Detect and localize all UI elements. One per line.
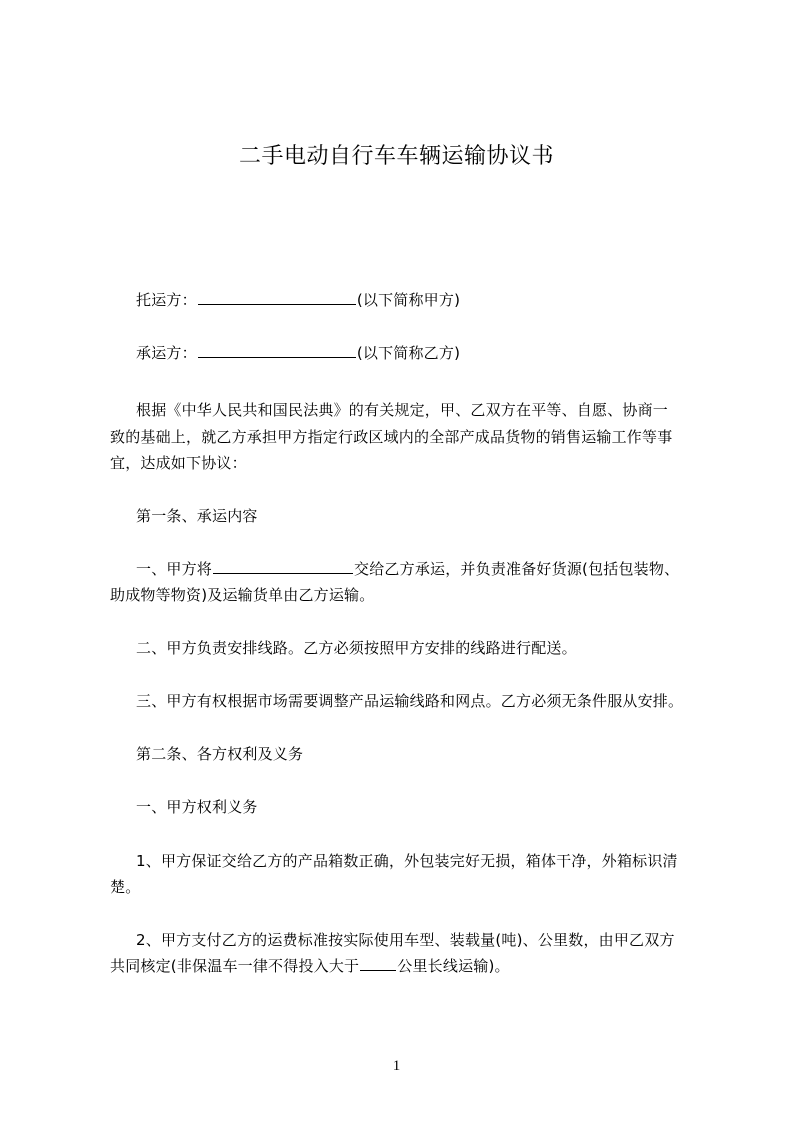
preamble-line-3: 宜，达成如下协议： — [110, 454, 247, 472]
shipper-label: 托运方： — [136, 291, 197, 309]
preamble-line-1: 根据《中华人民共和国民法典》的有关规定，甲、乙双方在平等、自愿、协商一 — [136, 401, 669, 419]
article2-clause2-line2 — [110, 956, 710, 976]
article1-item3: 三、甲方有权根据市场需要调整产品运输线路和网点。乙方必须无条件服从安排。 — [136, 692, 684, 710]
distance-field[interactable] — [360, 956, 396, 971]
carrier-name-field[interactable] — [198, 343, 356, 358]
article1-item1-suffix: 交给乙方承运，并负责准备好货源(包括包装物、 — [354, 560, 680, 578]
article2-clause1-line2: 楚。 — [110, 878, 141, 896]
carrier-line — [110, 343, 736, 363]
article2-clause2-suffix: 公里长线运输)。 — [397, 957, 510, 975]
article1-heading: 第一条、承运内容 — [136, 507, 258, 525]
shipper-name-field[interactable] — [198, 290, 356, 305]
carrier-label: 承运方： — [136, 344, 197, 362]
page-number: 1 — [392, 1058, 401, 1074]
article2-clause2-prefix: 共同核定(非保温车一律不得投入大于 — [110, 957, 360, 975]
article2-sub1: 一、甲方权利义务 — [136, 798, 258, 816]
article1-item1-line2: 助成物等物资)及运输货单由乙方运输。 — [110, 586, 375, 604]
article2-clause1-line1: 1、甲方保证交给乙方的产品箱数正确，外包装完好无损，箱体干净，外箱标识清 — [136, 852, 678, 870]
carrier-note: (以下简称乙方) — [356, 344, 461, 362]
cargo-field[interactable] — [213, 559, 353, 574]
article2-clause2-line1: 2、甲方支付乙方的运费标准按实际使用车型、装载量(吨)、公里数，由甲乙双方 — [136, 931, 675, 949]
article1-item1-line1 — [110, 559, 736, 579]
shipper-line — [110, 290, 736, 310]
article1-item1-prefix: 一、甲方将 — [136, 560, 213, 578]
preamble-line-2: 致的基础上，就乙方承担甲方指定行政区域内的全部产成品货物的销售运输工作等事 — [110, 428, 673, 446]
shipper-note: (以下简称甲方) — [356, 291, 461, 309]
article1-item2: 二、甲方负责安排线路。乙方必须按照甲方安排的线路进行配送。 — [136, 639, 577, 657]
document-title: 二手电动自行车车辆运输协议书 — [238, 144, 554, 169]
article2-heading: 第二条、各方权利及义务 — [136, 745, 304, 763]
